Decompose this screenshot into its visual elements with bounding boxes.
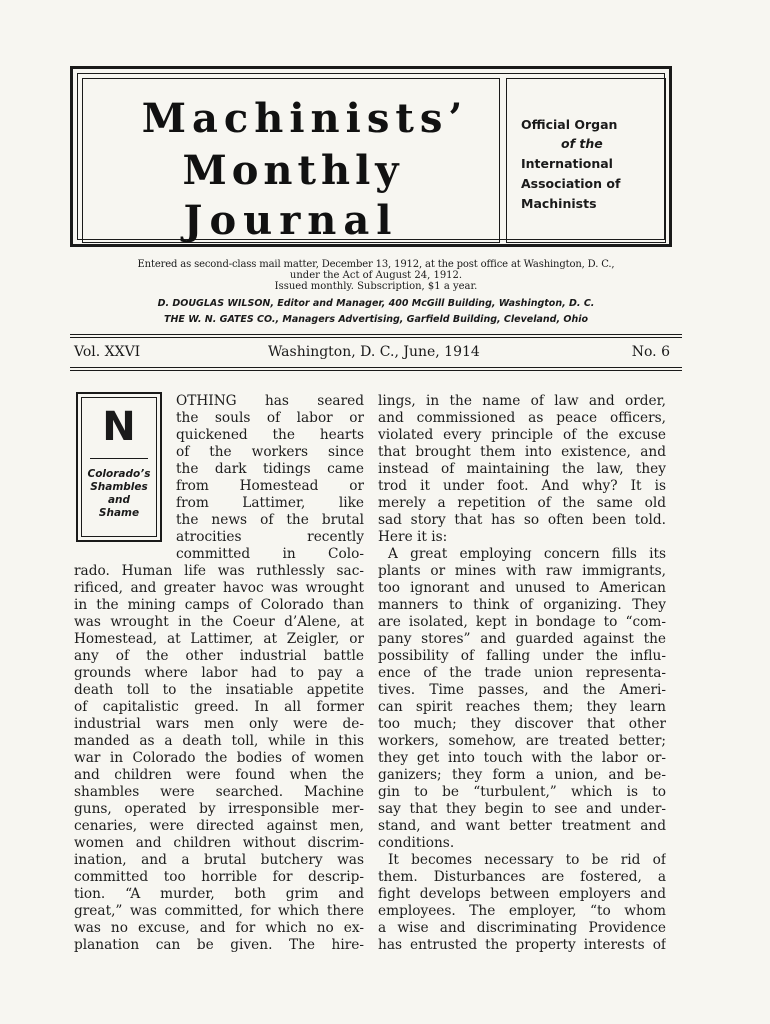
organ-line-1: Official Organ: [521, 117, 618, 132]
text-line: they get into touch with the labor or-: [378, 750, 666, 766]
text-line: atrocities recently: [176, 529, 364, 545]
text-line: death toll to the insatiable appetite: [74, 682, 364, 698]
text-line: tives. Time passes, and the Ameri-: [378, 682, 666, 698]
top-rule-double: [70, 337, 682, 338]
text-line: tion. “A murder, both grim and: [74, 886, 364, 902]
text-line: the dark tidings came: [176, 461, 364, 477]
entry-notice-line-1: Entered as second-class mail matter, December 13, 1912, at the post office at Washington, D. C.,: [137, 259, 615, 270]
masthead-inner-frame: [77, 73, 665, 244]
text-line: sad story that has so often been told.: [378, 512, 666, 528]
text-line: say that they begin to see and under-: [378, 801, 666, 817]
entry-notice-line-3: Issued monthly. Subscription, $1 a year.: [274, 281, 478, 292]
text-line: OTHING has seared: [176, 393, 364, 409]
text-line: of capitalistic greed. In all former: [74, 699, 364, 715]
column-1-wide: [74, 563, 364, 954]
text-line: Homestead, at Lattimer, at Zeigler, or: [74, 631, 364, 647]
text-line: from Lattimer, like: [176, 495, 364, 511]
text-line: and children were found when the: [74, 767, 364, 783]
drop-initial-box: [76, 392, 162, 542]
issue-number: No. 6: [631, 344, 670, 360]
paragraph-start-line: A great employing concern fills its: [388, 546, 666, 562]
text-line: committed too horrible for descrip-: [74, 869, 364, 885]
bottom-rule: [70, 367, 682, 368]
drop-initial-inner-frame: [81, 397, 157, 537]
text-line: was no excuse, and for which no ex-: [74, 920, 364, 936]
volume-line: [70, 344, 682, 364]
text-line: planation can be given. The hire-: [74, 937, 364, 953]
text-line: are isolated, kept in bondage to “com-: [378, 614, 666, 630]
text-line: that brought them into existence, and: [378, 444, 666, 460]
text-line: was wrought in the Coeur d’Alene, at: [74, 614, 364, 630]
text-line: rificed, and greater havoc was wrought: [74, 580, 364, 596]
text-line: workers, somehow, are treated better;: [378, 733, 666, 749]
text-line: possibility of falling under the influ-: [378, 648, 666, 664]
text-line: manded as a death toll, while in this: [74, 733, 364, 749]
text-line: and commissioned as peace officers,: [378, 410, 666, 426]
text-line: violated every principle of the excuse: [378, 427, 666, 443]
article-title-line-3: and: [107, 494, 131, 506]
text-line: ination, and a brutal butchery was: [74, 852, 364, 868]
text-line: instead of maintaining the law, they: [378, 461, 666, 477]
text-line: can spirit reaches them; they learn: [378, 699, 666, 715]
entry-notice-line-2: under the Act of August 24, 1912.: [289, 270, 463, 281]
article-title-line-2: Shambles: [90, 481, 148, 493]
text-line: too ignorant and unused to American: [378, 580, 666, 596]
text-line: merely a repetition of the same old: [378, 495, 666, 511]
journal-title-line-1: Machinists’: [141, 95, 469, 142]
issue-place-date: Washington, D. C., June, 1914: [268, 344, 480, 360]
official-organ-box: [506, 78, 666, 243]
masthead: [70, 66, 672, 247]
text-line: guns, operated by irresponsible mer-: [74, 801, 364, 817]
text-line: lings, in the name of law and order,: [378, 393, 666, 409]
bottom-rule-double: [70, 370, 682, 371]
text-line: cenaries, were directed against men,: [74, 818, 364, 834]
text-line: manners to think of organizing. They: [378, 597, 666, 613]
text-line: ganizers; they form a union, and be-: [378, 767, 666, 783]
editor-line: D. DOUGLAS WILSON, Editor and Manager, 400 McGill Building, Washington, D. C.: [157, 298, 595, 309]
column-1-narrow: [176, 393, 364, 563]
text-line: ence of the trade union representa-: [378, 665, 666, 681]
text-line: war in Colorado the bodies of women: [74, 750, 364, 766]
text-line: Here it is:: [378, 529, 448, 545]
text-line: too much; they discover that other: [378, 716, 666, 732]
text-line: industrial wars men only were de-: [74, 716, 364, 732]
top-rule: [70, 334, 682, 335]
journal-title-line-2: Monthly: [182, 147, 404, 194]
article-title-line-4: Shame: [98, 507, 140, 519]
text-line: in the mining camps of Colorado than: [74, 597, 364, 613]
advertising-manager-line: THE W. N. GATES CO., Managers Advertising, Garfield Building, Cleveland, Ohio: [164, 314, 588, 325]
drop-initial-divider: [90, 458, 148, 459]
text-line: pany stores” and guarded against the: [378, 631, 666, 647]
text-line: any of the other industrial battle: [74, 648, 364, 664]
text-line: a wise and discriminating Providence: [378, 920, 666, 936]
text-line: conditions.: [378, 835, 455, 851]
journal-title-box: [82, 78, 500, 243]
text-line: great,” was committed, for which there: [74, 903, 364, 919]
text-line: women and children without discrim-: [74, 835, 364, 851]
organ-line-3: International: [521, 156, 613, 171]
text-line: the souls of labor or: [176, 410, 364, 426]
text-line: shambles were searched. Machine: [74, 784, 364, 800]
text-line: grounds where labor had to pay a: [74, 665, 364, 681]
text-line: has entrusted the property interests of: [378, 937, 666, 953]
article-title: [82, 468, 156, 520]
drop-initial-letter: N: [102, 404, 136, 450]
text-line: plants or mines with raw immigrants,: [378, 563, 666, 579]
text-line: stand, and want better treatment and: [378, 818, 666, 834]
organ-line-2: of the: [561, 136, 603, 151]
text-line: rado. Human life was ruthlessly sac-: [74, 563, 364, 579]
column-2: [378, 393, 666, 954]
text-line: fight develops between employers and: [378, 886, 666, 902]
organ-line-4: Association of: [521, 176, 621, 191]
text-line: the news of the brutal: [176, 512, 364, 528]
text-line: gin to be “turbulent,” which is to: [378, 784, 666, 800]
text-line: quickened the hearts: [176, 427, 364, 443]
text-line: employees. The employer, “to whom: [378, 903, 666, 919]
organ-line-5: Machinists: [521, 196, 597, 211]
text-line: from Homestead or: [176, 478, 364, 494]
volume-number: Vol. XXVI: [74, 344, 141, 360]
text-line: committed in Colo-: [176, 546, 364, 562]
text-line: of the workers since: [176, 444, 364, 460]
text-line: them. Disturbances are fostered, a: [378, 869, 666, 885]
text-line: trod it under foot. And why? It is: [378, 478, 666, 494]
journal-title-line-3: Journal: [183, 197, 399, 244]
article-title-line-1: Colorado’s: [87, 468, 151, 480]
paragraph-start-line: It becomes necessary to be rid of: [388, 852, 666, 868]
